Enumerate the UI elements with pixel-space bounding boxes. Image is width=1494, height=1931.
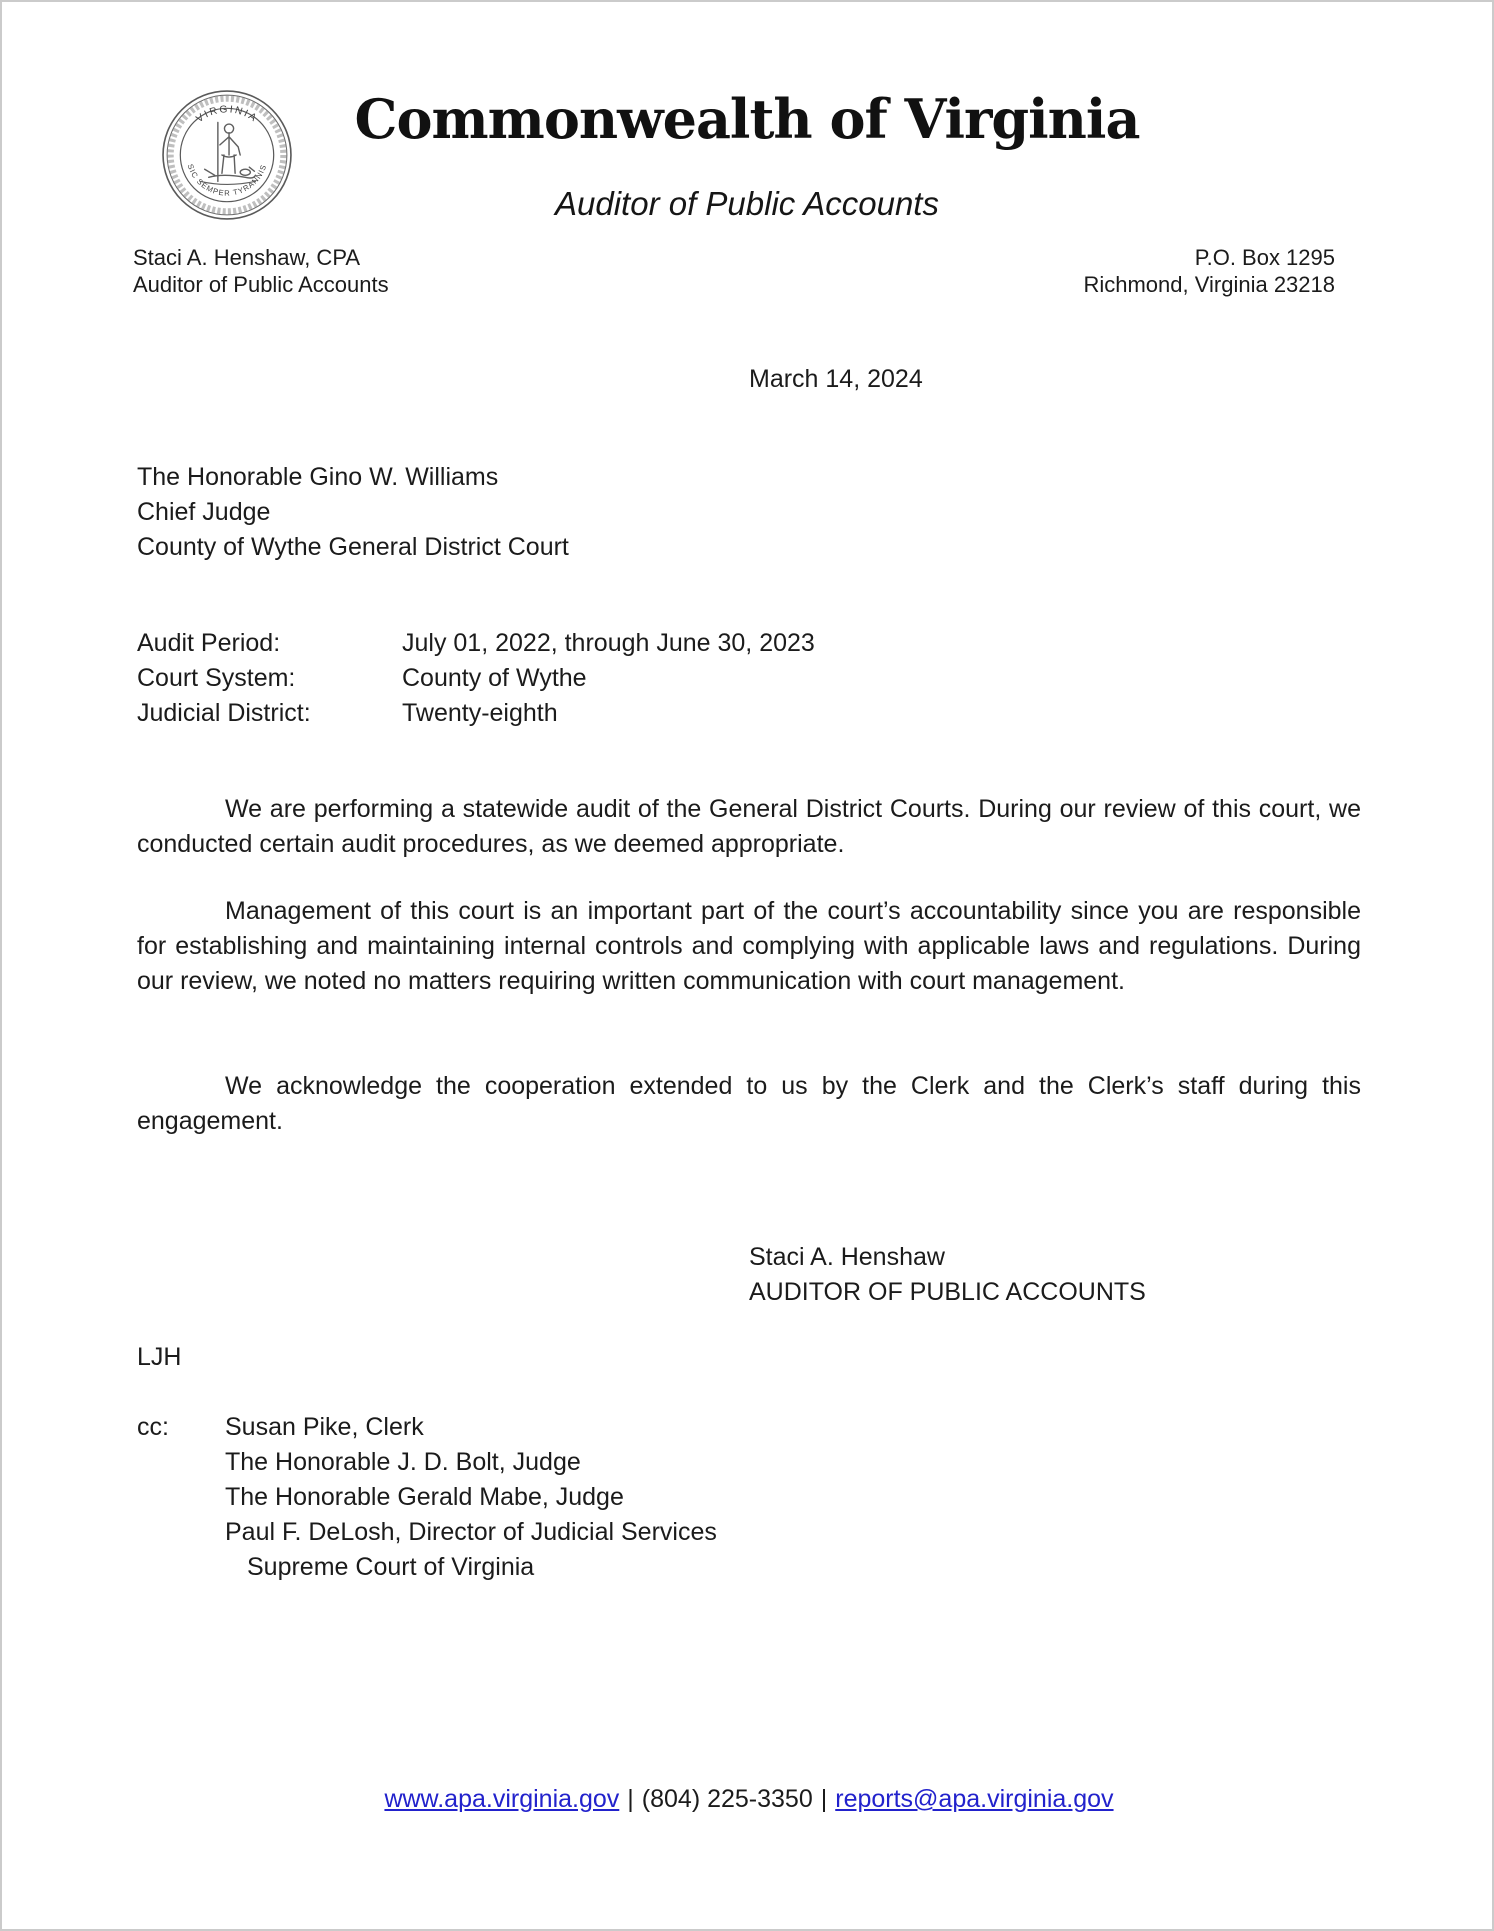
detail-label: Audit Period: — [137, 629, 281, 657]
address-block — [1083, 244, 1335, 298]
phone-number: (804) 225-3350 — [641, 1785, 813, 1813]
website-link[interactable]: www.apa.virginia.gov — [384, 1785, 620, 1813]
footer-separator: | — [820, 1785, 828, 1813]
detail-value: County of Wythe — [402, 664, 587, 692]
detail-row — [137, 661, 815, 696]
address-line-1: P.O. Box 1295 — [1194, 245, 1335, 270]
page-title: Commonwealth of Virginia — [354, 87, 1140, 151]
body-paragraph-3: We acknowledge the cooperation extended to us by the Clerk and the Clerk’s staff during this engagement. — [137, 1072, 1361, 1135]
detail-value: Twenty-eighth — [402, 699, 558, 727]
body-paragraph-1: We are performing a statewide audit of the General District Courts. During our review of this court, we conducted certain audit procedures, as we deemed appropriate. — [137, 795, 1361, 858]
cc-item: The Honorable J. D. Bolt, Judge — [225, 1448, 581, 1476]
body-paragraph-2: Management of this court is an important part of the court’s accountability since you are responsible for establishing and maintaining internal controls and complying with applicable laws and regulations. During our review, we noted no matters requiring written communication with court management. — [137, 897, 1361, 995]
recipient-title: Chief Judge — [137, 498, 271, 526]
cc-item-sub: Supreme Court of Virginia — [247, 1553, 535, 1581]
cc-item: Paul F. DeLosh, Director of Judicial Services — [225, 1518, 717, 1546]
contact-footer — [137, 1782, 1361, 1817]
cc-item: Susan Pike, Clerk — [225, 1413, 424, 1441]
svg-text:SIC SEMPER TYRANNIS: SIC SEMPER TYRANNIS — [185, 162, 269, 198]
svg-text:VIRGINIA: VIRGINIA — [194, 104, 260, 126]
recipient-block — [137, 460, 569, 565]
cc-label: cc: — [137, 1413, 169, 1441]
footer-separator: | — [627, 1785, 634, 1813]
detail-label: Judicial District: — [137, 699, 311, 727]
detail-row — [137, 696, 815, 731]
letter-date: March 14, 2024 — [749, 365, 923, 393]
detail-value: July 01, 2022, through June 30, 2023 — [402, 629, 815, 657]
address-line-2: Richmond, Virginia 23218 — [1083, 272, 1335, 297]
official-block — [133, 244, 389, 298]
recipient-organization: County of Wythe General District Court — [137, 533, 569, 561]
signature-name: Staci A. Henshaw — [749, 1243, 945, 1271]
audit-details — [137, 626, 815, 731]
detail-label: Court System: — [137, 664, 296, 692]
cc-block — [137, 1410, 717, 1585]
signature-title: AUDITOR OF PUBLIC ACCOUNTS — [749, 1278, 1146, 1306]
preparer-initials: LJH — [137, 1343, 182, 1371]
signature-block — [749, 1240, 1146, 1310]
cc-list — [225, 1410, 717, 1585]
official-name: Staci A. Henshaw, CPA — [133, 245, 361, 270]
cc-item: The Honorable Gerald Mabe, Judge — [225, 1483, 624, 1511]
page-subtitle: Auditor of Public Accounts — [555, 185, 939, 222]
official-title: Auditor of Public Accounts — [133, 272, 389, 297]
recipient-name: The Honorable Gino W. Williams — [137, 463, 499, 491]
detail-row — [137, 626, 815, 661]
email-link[interactable]: reports@apa.virginia.gov — [835, 1785, 1114, 1813]
